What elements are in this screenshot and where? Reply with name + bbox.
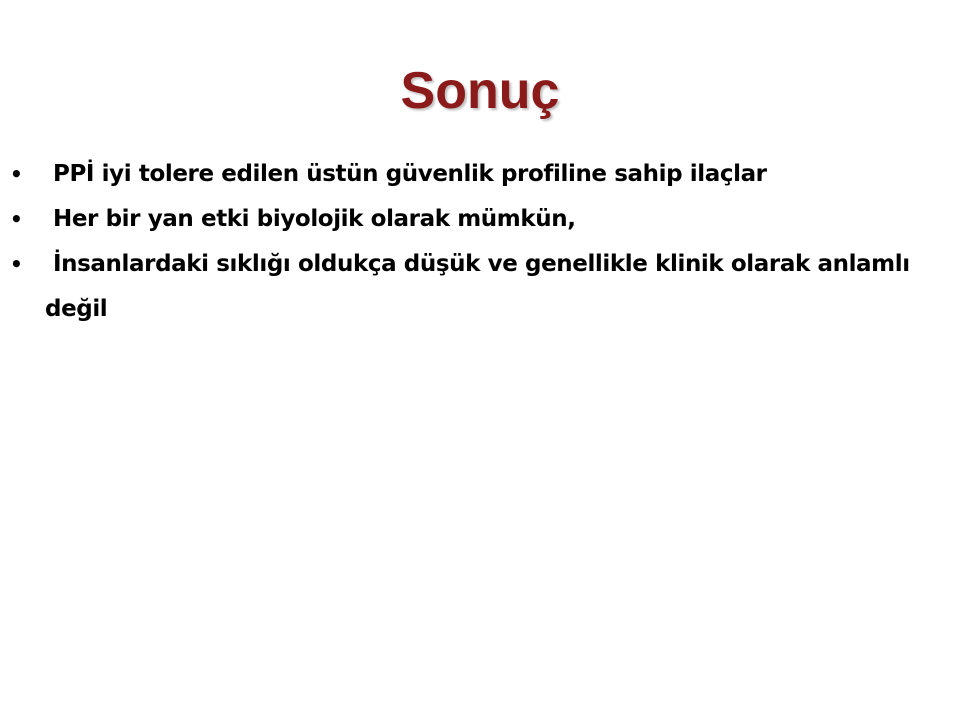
bullet-text: Her bir yan etki biyolojik olarak mümkün, bbox=[53, 206, 576, 232]
bullet-marker: • bbox=[10, 162, 23, 186]
bullet-item bbox=[0, 152, 960, 197]
bullet-marker: • bbox=[10, 207, 23, 231]
slide-title: Sonuç bbox=[400, 62, 560, 120]
bullet-marker: • bbox=[10, 252, 23, 276]
bullet-item bbox=[0, 242, 960, 332]
bullet-item bbox=[0, 197, 960, 242]
bullet-text: PPİ iyi tolere edilen üstün güvenlik profiline sahip ilaçlar bbox=[53, 161, 767, 187]
bullet-text-continuation: değil bbox=[45, 296, 108, 322]
bullet-text: İnsanlardaki sıklığı oldukça düşük ve genellikle klinik olarak anlamlı bbox=[53, 251, 910, 277]
bullet-list bbox=[0, 152, 960, 332]
